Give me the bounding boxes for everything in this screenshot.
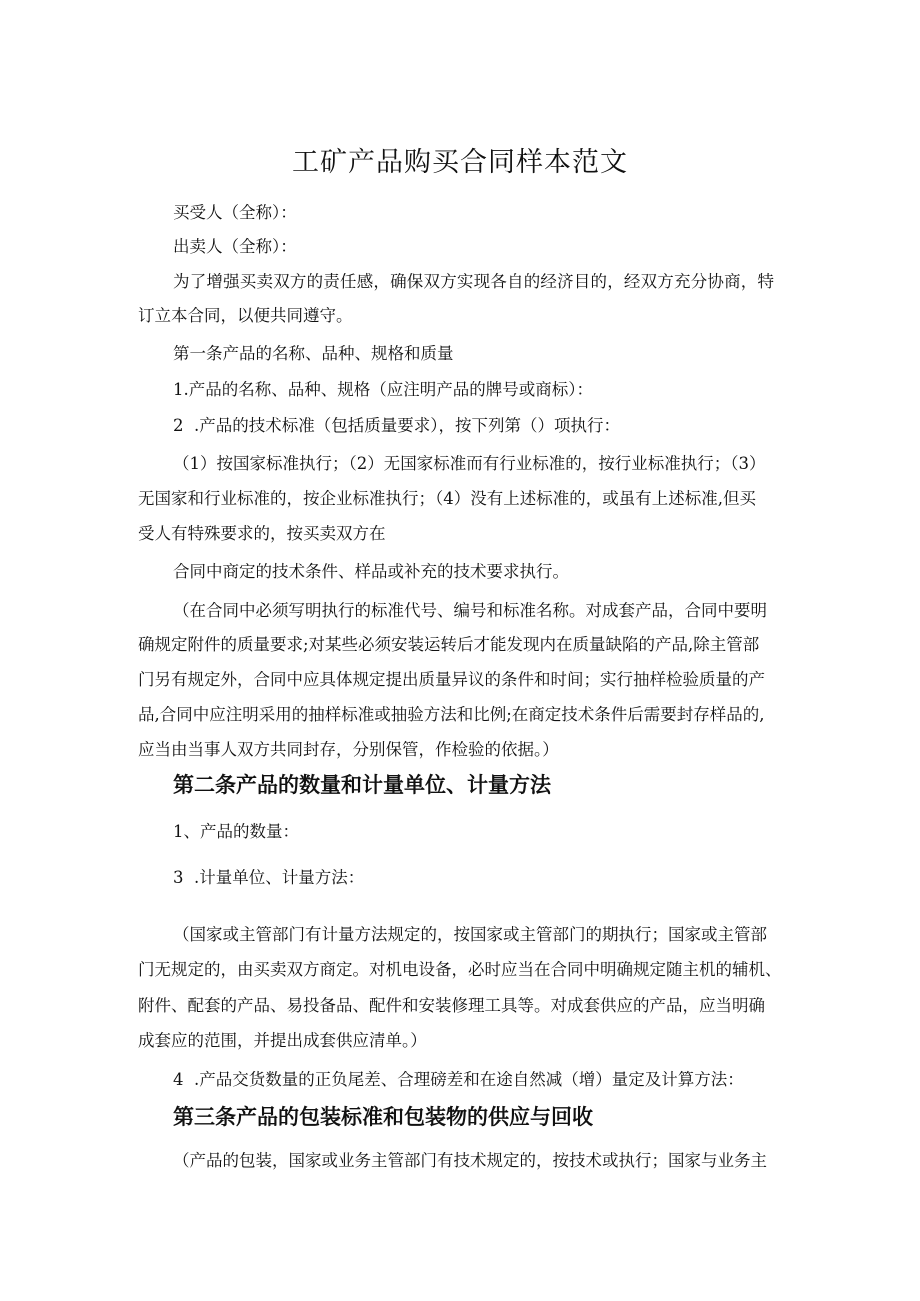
article2-item3: 3 .计量单位、计量方法： xyxy=(173,868,365,887)
article2-note-line-2: 门无规定的，由买卖双方商定。对机电设备，必时应当在合同中明确规定随主机的辅机、 xyxy=(138,960,782,979)
article1-note-line-2: 确规定附件的质量要求;对某些必须安装运转后才能发现内在质量缺陷的产品,除主管部 xyxy=(138,635,760,654)
article2-note-line-4: 成套应的范围，并提出成套供应清单。） xyxy=(138,1031,427,1050)
article3-heading: 第三条产品的包装标准和包装物的供应与回收 xyxy=(173,1104,593,1129)
article2-note-line-3: 附件、配套的产品、易投备品、配件和安装修理工具等。对成套供应的产品，应当明确 xyxy=(138,996,765,1015)
article1-heading: 第一条产品的名称、品种、规格和质量 xyxy=(173,344,454,363)
intro-line-2: 订立本合同，以便共同遵守。 xyxy=(138,306,353,325)
standards-line-3: 受人有特殊要求的，按买卖双方在 xyxy=(138,524,386,543)
article3-note-line-1: （产品的包装，国家或业务主管部门有技术规定的，按技术或执行；国家与业务主 xyxy=(173,1151,767,1170)
article1-note-line-3: 门另有规定外，合同中应具体规定提出质量异议的条件和时间；实行抽样检验质量的产 xyxy=(138,670,765,689)
agreed-line: 合同中商定的技术条件、样品或补充的技术要求执行。 xyxy=(173,562,569,581)
standards-line-2: 无国家和行业标准的，按企业标准执行；（4）没有上述标准的，或虽有上述标准,但买 xyxy=(138,489,756,508)
standards-line-1: （1）按国家标准执行；（2）无国家标准而有行业标准的，按行业标准执行；（3） xyxy=(173,454,766,473)
article1-note-line-1: （在合同中必须写明执行的标准代号、编号和标准名称。对成套产品，合同中要明 xyxy=(173,601,767,620)
document-title: 工矿产品购买合同样本范文 xyxy=(292,147,628,178)
article2-item4: 4 .产品交货数量的正负尾差、合理磅差和在途自然减（增）量定及计算方法： xyxy=(173,1070,744,1089)
article2-heading: 第二条产品的数量和计量单位、计量方法 xyxy=(173,772,551,797)
article1-note-line-5: 应当由当事人双方共同封存，分别保管，作检验的依据。） xyxy=(138,740,559,759)
article1-note-line-4: 品,合同中应注明采用的抽样标准或抽验方法和比例;在商定技术条件后需要封存样品的, xyxy=(138,705,765,724)
article1-item1: 1.产品的名称、品种、规格（应注明产品的牌号或商标）： xyxy=(173,380,593,399)
seller-line: 出卖人（全称）： xyxy=(173,237,297,256)
article1-item2: 2 .产品的技术标准（包括质量要求），按下列第（）项执行： xyxy=(173,416,620,435)
intro-line-1: 为了增强买卖双方的责任感，确保双方实现各自的经济目的，经双方充分协商，特 xyxy=(173,272,775,291)
article2-note-line-1: （国家或主管部门有计量方法规定的，按国家或主管部门的期执行；国家或主管部 xyxy=(173,925,767,944)
article2-item1: 1、产品的数量： xyxy=(173,822,299,841)
buyer-line: 买受人（全称）： xyxy=(173,203,297,222)
